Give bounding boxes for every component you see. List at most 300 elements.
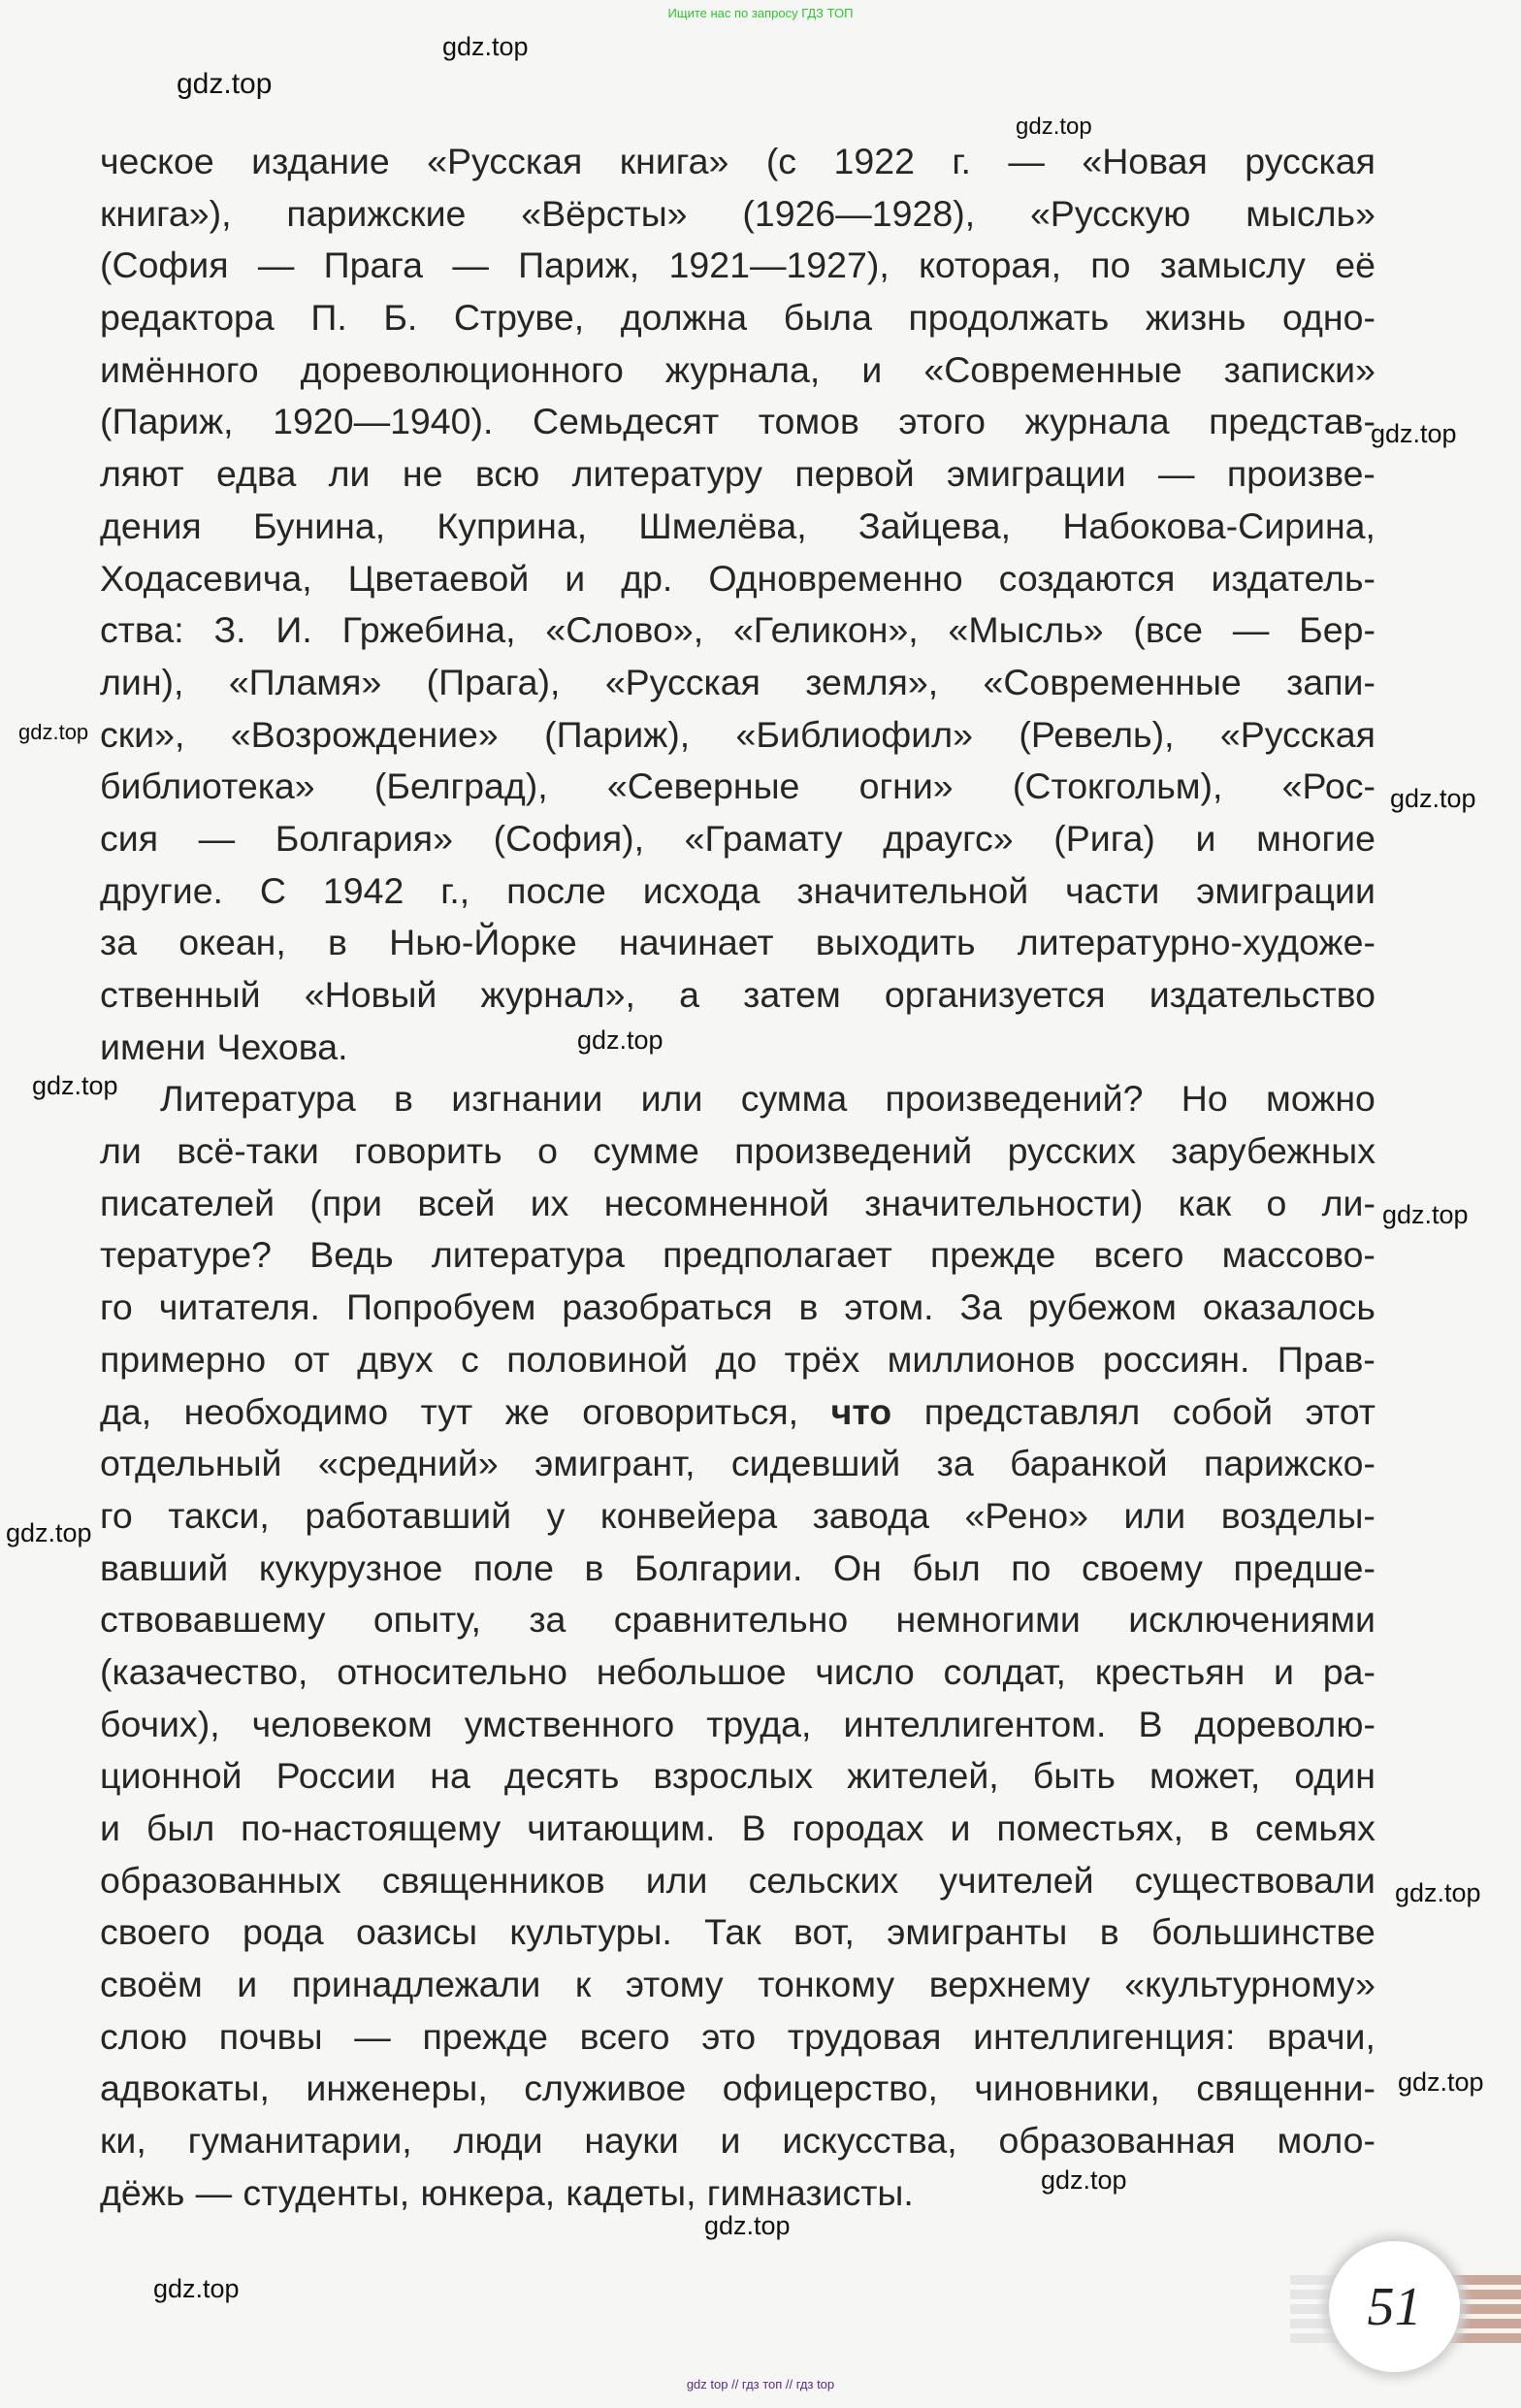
word: З. — [213, 609, 246, 651]
word: П. — [310, 297, 347, 339]
word: 1921—1927), — [668, 244, 890, 286]
word: «Рено» — [964, 1494, 1088, 1536]
word: «средний» — [317, 1443, 499, 1484]
word: этом. — [844, 1286, 934, 1328]
word: издатель- — [1211, 557, 1375, 599]
word: журнал», — [480, 974, 635, 1015]
word: журнала, — [664, 348, 821, 390]
word: представлял — [923, 1390, 1141, 1432]
watermark: gdz.top — [6, 1518, 92, 1547]
word: (София), — [493, 817, 645, 859]
text-line — [100, 1178, 1375, 1230]
word: эмиграции — [1196, 869, 1375, 911]
bold-word: что — [830, 1390, 892, 1432]
word: эмигрант, — [534, 1443, 696, 1484]
body-text — [100, 136, 1375, 2220]
word: Париж, — [518, 244, 640, 286]
word: (Ревель), — [1019, 713, 1175, 755]
word: «Русская — [1219, 713, 1375, 755]
word: 1942 — [322, 869, 405, 911]
word: Струве, — [453, 297, 585, 339]
word: сидевший — [730, 1443, 901, 1484]
word: число — [815, 1650, 915, 1692]
watermark: gdz.top — [1395, 1878, 1481, 1907]
word: можно — [1266, 1078, 1375, 1120]
word: выходить — [815, 922, 976, 963]
word: зарубежных — [1171, 1130, 1375, 1172]
word: о — [1266, 1182, 1287, 1223]
word: «Русская — [427, 141, 583, 181]
word: го — [100, 1286, 133, 1328]
word: Бунина, — [252, 504, 386, 546]
word: Чехова. — [216, 1025, 348, 1067]
bottom-banner: gdz top // гдз топ // гдз top — [686, 2377, 835, 2392]
word: мысль» — [1246, 192, 1375, 234]
word: оазисы — [355, 1911, 478, 1953]
word: — — [257, 244, 295, 286]
text-line — [100, 2063, 1375, 2115]
word: ческое — [100, 141, 214, 181]
word: образованных — [100, 1859, 341, 1901]
word: «Рос- — [1281, 765, 1375, 807]
word: «Мысль» — [948, 609, 1104, 651]
word: — — [1008, 141, 1045, 181]
word: немногими — [895, 1599, 1081, 1641]
word: «Современные — [983, 661, 1242, 702]
text-line — [100, 1490, 1375, 1543]
word: Но — [1181, 1078, 1228, 1120]
word: ра- — [1322, 1650, 1375, 1692]
text-line — [100, 604, 1375, 657]
word: науки — [584, 2120, 679, 2162]
word: в — [328, 922, 347, 963]
word: отдельный — [100, 1443, 282, 1484]
word: вавший — [100, 1546, 229, 1588]
word: служивое — [524, 2067, 687, 2109]
word: жизнь — [1145, 297, 1246, 339]
watermark: gdz.top — [1016, 114, 1092, 140]
text-line — [100, 1906, 1375, 1959]
word: другие. — [100, 869, 223, 911]
word: работавший — [305, 1494, 512, 1536]
word: всю — [474, 453, 540, 495]
word: большинстве — [1150, 1911, 1375, 1953]
word: гуманитарии, — [187, 2120, 412, 2162]
text-line — [100, 1750, 1375, 1803]
word: интеллигентом. — [843, 1703, 1107, 1744]
word: — — [1232, 609, 1270, 651]
word: поле — [472, 1546, 554, 1588]
word: и — [1274, 1650, 1294, 1692]
word: «Русскую — [1029, 192, 1191, 234]
word: земля», — [805, 661, 939, 702]
word: за — [936, 1443, 974, 1484]
word: парижско- — [1204, 1443, 1375, 1484]
word: после — [506, 869, 606, 911]
word: прежде — [422, 2015, 548, 2057]
word: Попробуем — [345, 1286, 536, 1328]
word: дореволю- — [1194, 1703, 1375, 1744]
word: относительно — [337, 1650, 568, 1692]
word: культуры. — [509, 1911, 672, 1953]
word: тонкому — [758, 1964, 895, 2005]
word: (София — [100, 244, 229, 286]
text-line — [100, 2011, 1375, 2064]
watermark: gdz.top — [1382, 1200, 1469, 1229]
text-line — [100, 292, 1375, 344]
word: оказалось — [1202, 1286, 1375, 1328]
word: русских — [1007, 1130, 1136, 1172]
word: книга» — [619, 141, 729, 181]
word: ляют — [100, 453, 184, 495]
word: не — [402, 453, 443, 495]
word: завода — [812, 1494, 929, 1536]
word: литературу — [571, 453, 762, 495]
word: и — [950, 1807, 971, 1848]
word: у — [546, 1494, 566, 1536]
word: «Новый — [304, 974, 437, 1015]
word: сумма — [740, 1078, 848, 1120]
word: кукурузное — [258, 1546, 443, 1588]
word: значительной — [796, 869, 1029, 911]
word: библиотека» — [100, 765, 315, 807]
word: «Вёрсты» — [521, 192, 688, 234]
word: России — [275, 1755, 397, 1797]
page-number: 51 — [1367, 2276, 1422, 2337]
word: изгнании — [451, 1078, 603, 1120]
word: труда, — [706, 1703, 812, 1744]
word: (Париж, — [100, 401, 234, 442]
word: г., — [440, 869, 470, 911]
word: произве- — [1226, 453, 1375, 495]
word: этого — [898, 401, 987, 442]
word: в — [1210, 1807, 1229, 1848]
text-line — [100, 2115, 1375, 2167]
word: организуется — [884, 974, 1106, 1015]
word: ли- — [1321, 1182, 1375, 1223]
word: всей — [417, 1182, 496, 1223]
text-line — [100, 136, 1375, 188]
word: юнкера, — [420, 2171, 556, 2213]
text-line — [100, 1386, 1375, 1439]
text-line — [100, 1334, 1375, 1386]
text-line — [100, 1646, 1375, 1699]
word: с — [461, 1338, 479, 1380]
word: учителей — [939, 1859, 1094, 1901]
text-line — [100, 1803, 1375, 1855]
word: разобраться — [562, 1286, 773, 1328]
word: её — [1335, 244, 1375, 286]
word: литература — [431, 1234, 625, 1276]
page-number-badge — [1290, 2265, 1521, 2353]
word: ственный — [100, 974, 261, 1015]
word: люди — [453, 2120, 543, 2162]
word: продолжать — [908, 297, 1110, 339]
word: крестьян — [1094, 1650, 1246, 1692]
word: За — [959, 1286, 1003, 1328]
word: всего — [579, 2015, 670, 2057]
word: двух — [357, 1338, 434, 1380]
word: за — [100, 922, 138, 963]
text-line — [100, 709, 1375, 762]
word: врачи, — [1267, 2015, 1375, 2057]
word: парижские — [286, 192, 467, 234]
word: трёх — [784, 1338, 860, 1380]
word: тературе? — [100, 1234, 272, 1276]
word: Зайцева, — [858, 504, 1012, 546]
word: ли — [100, 1130, 142, 1172]
word: литературно-художе- — [1017, 922, 1375, 963]
word: или — [645, 1859, 708, 1901]
word: Так — [704, 1911, 761, 1953]
word: трудовая — [787, 2015, 942, 2057]
text-line — [100, 188, 1375, 241]
word: говорить — [354, 1130, 502, 1172]
word: сия — [100, 817, 159, 859]
text-line — [100, 1543, 1375, 1595]
word: И. — [275, 609, 312, 651]
word: студенты, — [243, 2171, 410, 2213]
word: начинает — [618, 922, 774, 963]
word: читающим. — [527, 1807, 716, 1848]
word: и — [100, 1807, 120, 1848]
text-line — [100, 1022, 1375, 1074]
word: представ- — [1209, 401, 1375, 442]
word: предполагает — [663, 1234, 892, 1276]
word: их — [530, 1182, 569, 1223]
word: (1926—1928), — [742, 192, 976, 234]
word: массово- — [1221, 1234, 1375, 1276]
word: в — [1099, 1911, 1119, 1953]
word: (все — [1133, 609, 1204, 651]
word: Куприна, — [437, 504, 588, 546]
word: (Стокгольм), — [1012, 765, 1223, 807]
word: Одновременно — [708, 557, 963, 599]
word: рубежом — [1028, 1286, 1177, 1328]
word: гимназисты. — [706, 2171, 914, 2213]
word: собой — [1172, 1390, 1274, 1432]
word: части — [1065, 869, 1160, 911]
word: имённого — [100, 348, 259, 390]
word: «Геликон», — [732, 609, 919, 651]
word: инженеры, — [306, 2067, 488, 2109]
word: Б. — [383, 297, 418, 339]
text-line — [100, 761, 1375, 813]
word: (Рига) — [1053, 817, 1155, 859]
word: — — [198, 817, 236, 859]
word: на — [430, 1755, 470, 1797]
word: за — [529, 1599, 566, 1641]
word: «Грамату — [684, 817, 843, 859]
word: это — [701, 2015, 757, 2057]
word: священников — [381, 1859, 605, 1901]
text-line — [100, 1282, 1375, 1334]
word: «Пламя» — [228, 661, 382, 702]
word: предше- — [1233, 1546, 1375, 1588]
word: «Русская — [604, 661, 760, 702]
word: произведений? — [885, 1078, 1144, 1120]
word: и — [720, 2120, 741, 2162]
word: взрослых — [653, 1755, 814, 1797]
word: необходимо — [183, 1390, 389, 1432]
word: должна — [620, 297, 748, 339]
watermark: gdz.top — [1371, 419, 1457, 448]
word: о — [537, 1130, 558, 1172]
word: десять — [503, 1755, 620, 1797]
word: да, — [100, 1390, 152, 1432]
word: интеллигенция: — [973, 2015, 1236, 2057]
word: «Современные — [923, 348, 1182, 390]
word: рода — [243, 1911, 324, 1953]
word: (Париж), — [544, 713, 691, 755]
word: томов — [758, 401, 859, 442]
watermark: gdz.top — [442, 32, 529, 61]
word: ствовавшему — [100, 1599, 326, 1641]
word: от — [293, 1338, 330, 1380]
word: (казачество, — [100, 1650, 308, 1692]
word: тут — [420, 1390, 473, 1432]
word: до — [715, 1338, 758, 1380]
word: произведений — [734, 1130, 973, 1172]
word: «Слово», — [545, 609, 704, 651]
word: такси, — [168, 1494, 270, 1536]
word: книга»), — [100, 192, 232, 234]
word: небольшое — [596, 1650, 787, 1692]
word: к — [574, 1964, 592, 2005]
word: исхода — [642, 869, 760, 911]
word: писателей — [100, 1182, 275, 1223]
word: Гржебина, — [341, 609, 516, 651]
word: адвокаты, — [100, 2067, 270, 2109]
word: Бер- — [1299, 609, 1375, 651]
word: создаются — [998, 557, 1176, 599]
word: этому — [625, 1964, 724, 2005]
text-line — [100, 240, 1375, 292]
word: Прага — [323, 244, 424, 286]
word: умственного — [464, 1703, 675, 1744]
word: эмиграции — [947, 453, 1126, 495]
word: или — [1123, 1494, 1186, 1536]
word: опыту, — [372, 1599, 481, 1641]
word: бочих), — [100, 1703, 220, 1744]
word: «Возрождение» — [230, 713, 499, 755]
word: может, — [1149, 1755, 1261, 1797]
word: редактора — [100, 297, 275, 339]
text-line — [100, 1594, 1375, 1646]
word: моло- — [1277, 2120, 1375, 2162]
word: 1920—1940). — [273, 401, 494, 442]
text-line — [100, 553, 1375, 605]
word: (Белград), — [373, 765, 548, 807]
text-line — [100, 1073, 1375, 1125]
text-line — [100, 1438, 1375, 1490]
word: одно- — [1281, 297, 1375, 339]
word: запи- — [1286, 661, 1375, 702]
text-line — [100, 1125, 1375, 1178]
text-line — [100, 344, 1375, 397]
word: журнала — [1024, 401, 1170, 442]
word: сельских — [748, 1859, 899, 1901]
word: офицерство, — [722, 2067, 938, 2109]
word: священни- — [1196, 2067, 1375, 2109]
word: В — [1138, 1703, 1163, 1744]
word: прежде — [929, 1234, 1056, 1276]
word: 1922 — [833, 141, 915, 181]
word: Болгария» — [275, 817, 453, 859]
word: образованная — [998, 2120, 1236, 2162]
word: сравнительно — [613, 1599, 849, 1641]
text-line — [100, 1855, 1375, 1907]
word: всего — [1093, 1234, 1184, 1276]
word: в — [584, 1546, 604, 1588]
word: драугс» — [883, 817, 1014, 859]
word: баранкой — [1010, 1443, 1168, 1484]
watermark: gdz.top — [1041, 2165, 1127, 2195]
word: и — [565, 557, 586, 599]
text-line — [100, 813, 1375, 865]
word: был — [146, 1807, 215, 1848]
word: издательство — [1149, 974, 1375, 1015]
word: по — [1011, 1546, 1052, 1588]
word: быть — [1032, 1755, 1116, 1797]
word: исключениями — [1128, 1599, 1375, 1641]
watermark: gdz.top — [1398, 2067, 1484, 2097]
word: издание — [251, 141, 390, 181]
watermark: gdz.top — [704, 2211, 791, 2240]
word: кадеты, — [566, 2171, 696, 2213]
word: в — [394, 1078, 413, 1120]
watermark: gdz.top — [1390, 784, 1476, 813]
word: — — [195, 2171, 233, 2213]
word: эмигранты — [887, 1911, 1068, 1953]
word: записки» — [1223, 348, 1375, 390]
word: Шмелёва, — [638, 504, 807, 546]
word: миллионов — [887, 1338, 1076, 1380]
word: Набокова-Сирина, — [1062, 504, 1375, 546]
word: и — [1195, 817, 1216, 859]
word: читателя. — [158, 1286, 320, 1328]
word: дения — [100, 504, 202, 546]
word: Прав- — [1277, 1338, 1375, 1380]
word: всё-таки — [177, 1130, 319, 1172]
word: россиян. — [1102, 1338, 1250, 1380]
word: го — [100, 1494, 133, 1536]
word: этот — [1305, 1390, 1375, 1432]
word: же — [504, 1390, 550, 1432]
word: искусства, — [782, 2120, 957, 2162]
text-line — [100, 865, 1375, 918]
word: примерно — [100, 1338, 267, 1380]
word: (Прага), — [426, 661, 561, 702]
text-line — [100, 1959, 1375, 2011]
word: Ходасевича, — [100, 557, 312, 599]
word: своему — [1081, 1546, 1203, 1588]
word: первой — [794, 453, 915, 495]
watermark: gdz.top — [577, 1025, 663, 1055]
word: Семьдесят — [532, 401, 720, 442]
text-line — [100, 657, 1375, 709]
word: своём — [100, 1964, 203, 2005]
word: половиной — [506, 1338, 689, 1380]
word: чиновники, — [974, 2067, 1160, 2109]
word: как — [1178, 1182, 1232, 1223]
word: которая, — [919, 244, 1061, 286]
text-line — [100, 396, 1375, 448]
word: человеком — [251, 1703, 433, 1744]
word: в — [798, 1286, 819, 1328]
text-line — [100, 1229, 1375, 1282]
word: несомненной — [603, 1182, 829, 1223]
